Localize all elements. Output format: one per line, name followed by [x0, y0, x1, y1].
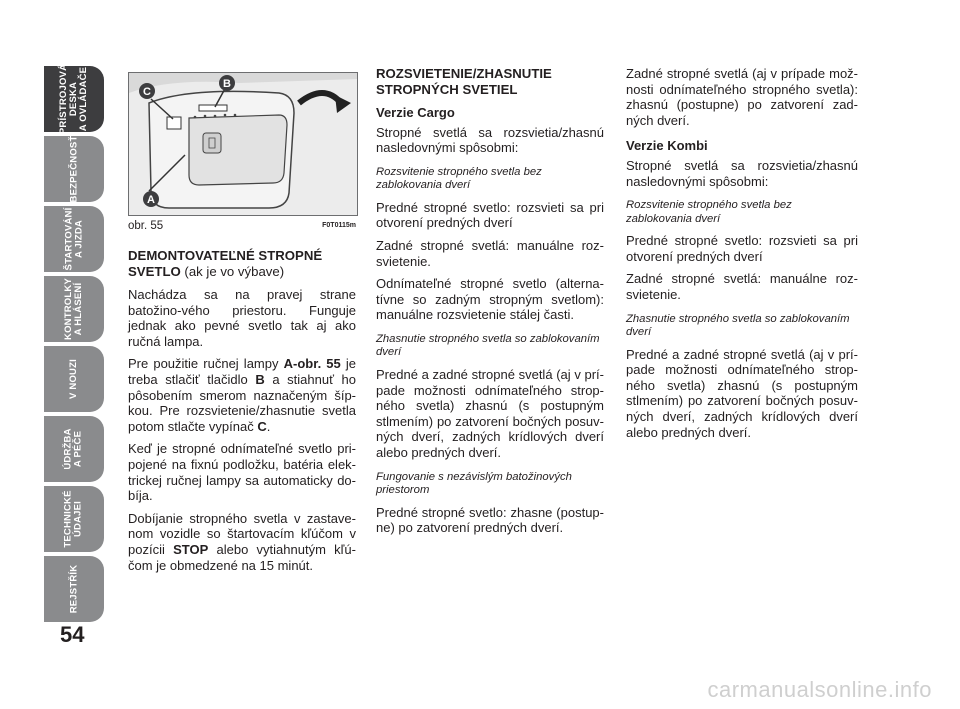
paragraph: Zadné stropné svetlá: manuálne roz-svietenie.	[626, 271, 858, 302]
figure-code: F0T0115m	[322, 222, 356, 229]
caption-label: obr. 55	[128, 220, 164, 232]
paragraph: Predné stropné svetlo: rozsvieti sa pri otvorení predných dverí	[376, 199, 604, 231]
paragraph: Keď je stropné odnímateľné svetlo pri-pojené na fixnú podložku, batéria elek-trickej ručnej lampy sa automaticky do-bíja.	[128, 441, 356, 504]
italic-heading: Zhasnutie stropného svetla so zablokovaním dverí	[626, 312, 850, 339]
paragraph: Zadné stropné svetlá (aj v prípade mož-nosti odnímateľného stropného svetla): zhasnú (postupne) po zatvorení zad-ných dverí.	[626, 66, 858, 128]
paragraph: Stropné svetlá sa rozsvietia/zhasnú nasledovnými spôsobmi:	[626, 157, 858, 189]
tab-udrzba[interactable]	[44, 416, 104, 482]
ceiling-lamp-illustration	[129, 73, 357, 215]
paragraph: Predné a zadné stropné svetlá (aj v prí-pade možnosti odnímateľného strop-ného svetla) zhasnú (s postupným stlmením) po zatvorení bočných posuv-ných dverí, zadných krídlových dverí alebo predných dverí.	[626, 346, 858, 440]
tab-label: ÚDRŽBA A PÉČE	[63, 428, 84, 470]
paragraph: Stropné svetlá sa rozsvietia/zhasnú nasledovnými spôsobmi:	[376, 124, 604, 156]
italic-heading: Zhasnutie stropného svetla so zablokovaním dverí	[376, 332, 600, 359]
column-3	[626, 66, 858, 447]
subheading: Verzie Cargo	[376, 105, 455, 120]
marker-b: B	[223, 78, 231, 90]
tab-label: PRÍSTROJOVÁ DESKA A OVLÁDAČE	[58, 63, 90, 135]
marker-c: C	[143, 86, 151, 98]
tab-rejstrik[interactable]	[44, 556, 104, 622]
italic-heading: Fungovanie s nezávislým batožinových priestorom	[376, 470, 572, 496]
figure-caption	[128, 220, 356, 232]
column-1-body	[128, 248, 356, 580]
watermark: carmanualsonline.info	[707, 677, 932, 702]
tab-bezpecnost[interactable]	[44, 136, 104, 202]
italic-heading: Rozsvitenie stropného svetla bez zablokovania dverí	[376, 165, 542, 192]
tab-label: ŠTARTOVÁNÍ A JIZDA	[63, 207, 84, 271]
figure-ceiling-lamp	[128, 72, 358, 216]
tab-technicke-udaje[interactable]	[44, 486, 104, 552]
tab-label: TECHNICKÉ ÚDAJEI	[63, 490, 84, 548]
section-heading: DEMONTOVATEĽNÉ STROPNÉ SVETLO (ak je vo výbave)	[128, 248, 323, 279]
tab-label: V NOUZI	[68, 359, 79, 399]
tab-label: BEZPEČNOSŤ	[68, 135, 79, 203]
paragraph: Predné stropné svetlo: zhasne (postup-ne) po zatvorení predných dverí.	[376, 504, 604, 536]
paragraph: Zadné stropné svetlá: manuálne roz-svietenie.	[376, 237, 604, 269]
paragraph: Predné a zadné stropné svetlá (aj v prí-pade možnosti odnímateľného strop-ného svetla) zhasnú (s postupným stlmením) po zatvorení bočných posuv-ných dverí, zadných krídlových dverí alebo predných dverí.	[376, 366, 604, 460]
tab-pristrojova-deska[interactable]	[44, 63, 104, 135]
paragraph: Nachádza sa na pravej strane batožino-vého priestoru. Funguje jednak ako pevné svetlo tak aj ako ručná lampa.	[128, 287, 356, 349]
column-2	[376, 66, 604, 543]
tab-label: REJSTŘÍK	[68, 564, 79, 614]
paragraph: Predné stropné svetlo: rozsvieti sa pri otvorení predných dverí	[626, 233, 858, 264]
italic-heading: Rozsvitenie stropného svetla bez zablokovania dverí	[626, 199, 792, 225]
section-heading: ROZSVIETENIE/ZHASNUTIE STROPNÝCH SVETIEL	[376, 66, 552, 97]
page-number: 54	[60, 622, 85, 647]
paragraph: Pre použitie ručnej lampy A-obr. 55 je treba stlačiť tlačidlo B a stiahnuť ho pôsobením smerom naznačeným šíp-kou. Pre rozsvietenie/zhasnutie svetla potom stlačte vypínač C.	[128, 356, 357, 434]
tab-label: KONTROLKY A HLÁSENÍ	[63, 278, 84, 340]
marker-a: A	[147, 194, 155, 206]
tab-v-nouzi[interactable]	[44, 346, 104, 412]
subheading: Verzie Kombi	[626, 138, 708, 154]
paragraph: Odnímateľné stropné svetlo (alterna-tívne so zadným stropným svetlom): manuálne rozsvietenie stálej časti.	[376, 276, 604, 323]
tab-startovani[interactable]	[44, 206, 104, 272]
tab-kontrolky[interactable]	[44, 276, 104, 342]
paragraph: Dobíjanie stropného svetla v zastave-nom vozidle so štartovacím kľúčom v pozícii STOP alebo vytiahnutým kľú-čom je obmedzené na 15 minút.	[128, 510, 356, 573]
